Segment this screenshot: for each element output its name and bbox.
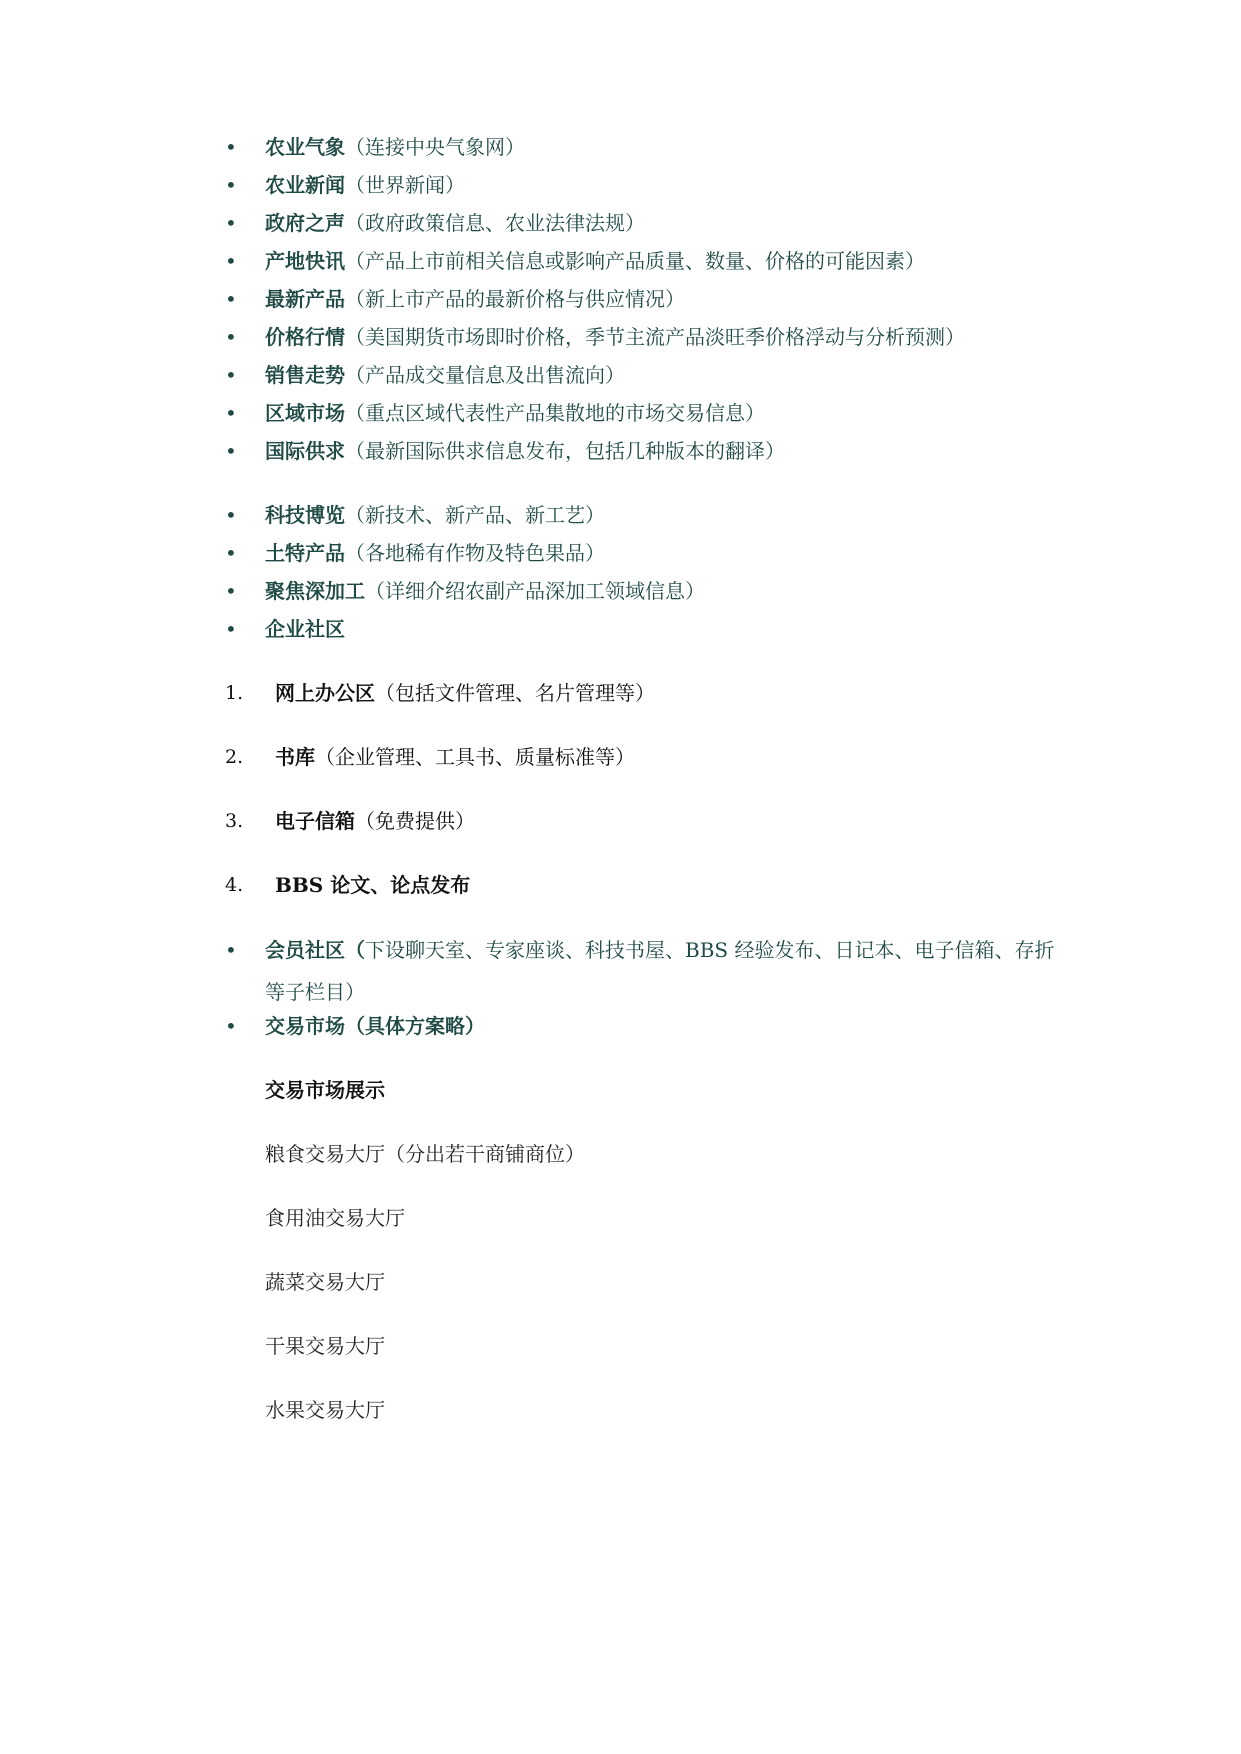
item-title: 书库 (275, 745, 315, 769)
bullet-icon: • (225, 503, 237, 527)
item-title: 交易市场（具体方案略） (265, 1014, 485, 1038)
item-note: （重点区域代表性产品集散地的市场交易信息） (345, 401, 765, 425)
item-title: 政府之声 (265, 211, 345, 235)
item-note: （产品成交量信息及出售流向） (345, 363, 625, 387)
market-item: 蔬菜交易大厅 (265, 1270, 385, 1294)
item-note: （连接中央气象网） (345, 135, 525, 159)
market-heading: 交易市场展示 (265, 1078, 385, 1102)
item-number: 1. (225, 682, 244, 704)
bullet-icon: • (225, 173, 237, 197)
item-note: （最新国际供求信息发布，包括几种版本的翻译） (345, 439, 785, 463)
item-number: 2. (225, 746, 244, 768)
item-title: 会员社区（ (265, 938, 365, 962)
item-title: 农业气象 (265, 135, 345, 159)
bullet-icon: • (225, 541, 237, 565)
bullet-icon: • (225, 579, 237, 603)
bullet-icon: • (225, 401, 237, 425)
item-title: 最新产品 (265, 287, 345, 311)
item-title: BBS 论文、论点发布 (275, 873, 471, 897)
item-note: （企业管理、工具书、质量标准等） (315, 745, 635, 769)
bullet-icon: • (225, 439, 237, 463)
item-title: 产地快讯 (265, 249, 345, 273)
item-note: （新上市产品的最新价格与供应情况） (345, 287, 685, 311)
bullet-icon: • (225, 135, 237, 159)
item-number: 4. (225, 874, 244, 896)
item-note: （详细介绍农副产品深加工领域信息） (365, 579, 705, 603)
bullet-icon: • (225, 363, 237, 387)
item-title: 聚焦深加工 (265, 579, 365, 603)
item-note: （免费提供） (355, 809, 475, 833)
item-number: 3. (225, 810, 244, 832)
market-item: 食用油交易大厅 (265, 1206, 405, 1230)
market-item: 干果交易大厅 (265, 1334, 385, 1358)
item-title: 区域市场 (265, 401, 345, 425)
item-title: 企业社区 (265, 617, 345, 641)
item-note: （政府政策信息、农业法律法规） (345, 211, 645, 235)
list-item (225, 929, 1055, 1013)
item-title: 国际供求 (265, 439, 345, 463)
item-note: （包括文件管理、名片管理等） (375, 681, 655, 705)
item-title: 农业新闻 (265, 173, 345, 197)
bullet-icon: • (225, 1014, 237, 1038)
item-title: 网上办公区 (275, 681, 375, 705)
item-note: （世界新闻） (345, 173, 465, 197)
item-note: （美国期货市场即时价格，季节主流产品淡旺季价格浮动与分析预测） (345, 325, 965, 349)
market-item: 粮食交易大厅（分出若干商铺商位） (265, 1142, 585, 1166)
bullet-icon: • (225, 617, 237, 641)
item-title: 电子信箱 (275, 809, 355, 833)
bullet-icon: • (225, 325, 237, 349)
bullet-icon: • (225, 287, 237, 311)
bullet-icon: • (225, 938, 237, 962)
bullet-icon: • (225, 211, 237, 235)
item-title: 科技博览 (265, 503, 345, 527)
item-note: （各地稀有作物及特色果品） (345, 541, 605, 565)
bullet-icon: • (225, 249, 237, 273)
item-title: 价格行情 (265, 325, 345, 349)
item-note: 下设聊天室、专家座谈、科技书屋、BBS 经验发布、日记本、电子信箱、存折等子栏目） (265, 938, 1055, 1004)
item-note: （新技术、新产品、新工艺） (345, 503, 605, 527)
market-item: 水果交易大厅 (265, 1398, 385, 1422)
item-title: 土特产品 (265, 541, 345, 565)
item-note: （产品上市前相关信息或影响产品质量、数量、价格的可能因素） (345, 249, 925, 273)
item-title: 销售走势 (265, 363, 345, 387)
